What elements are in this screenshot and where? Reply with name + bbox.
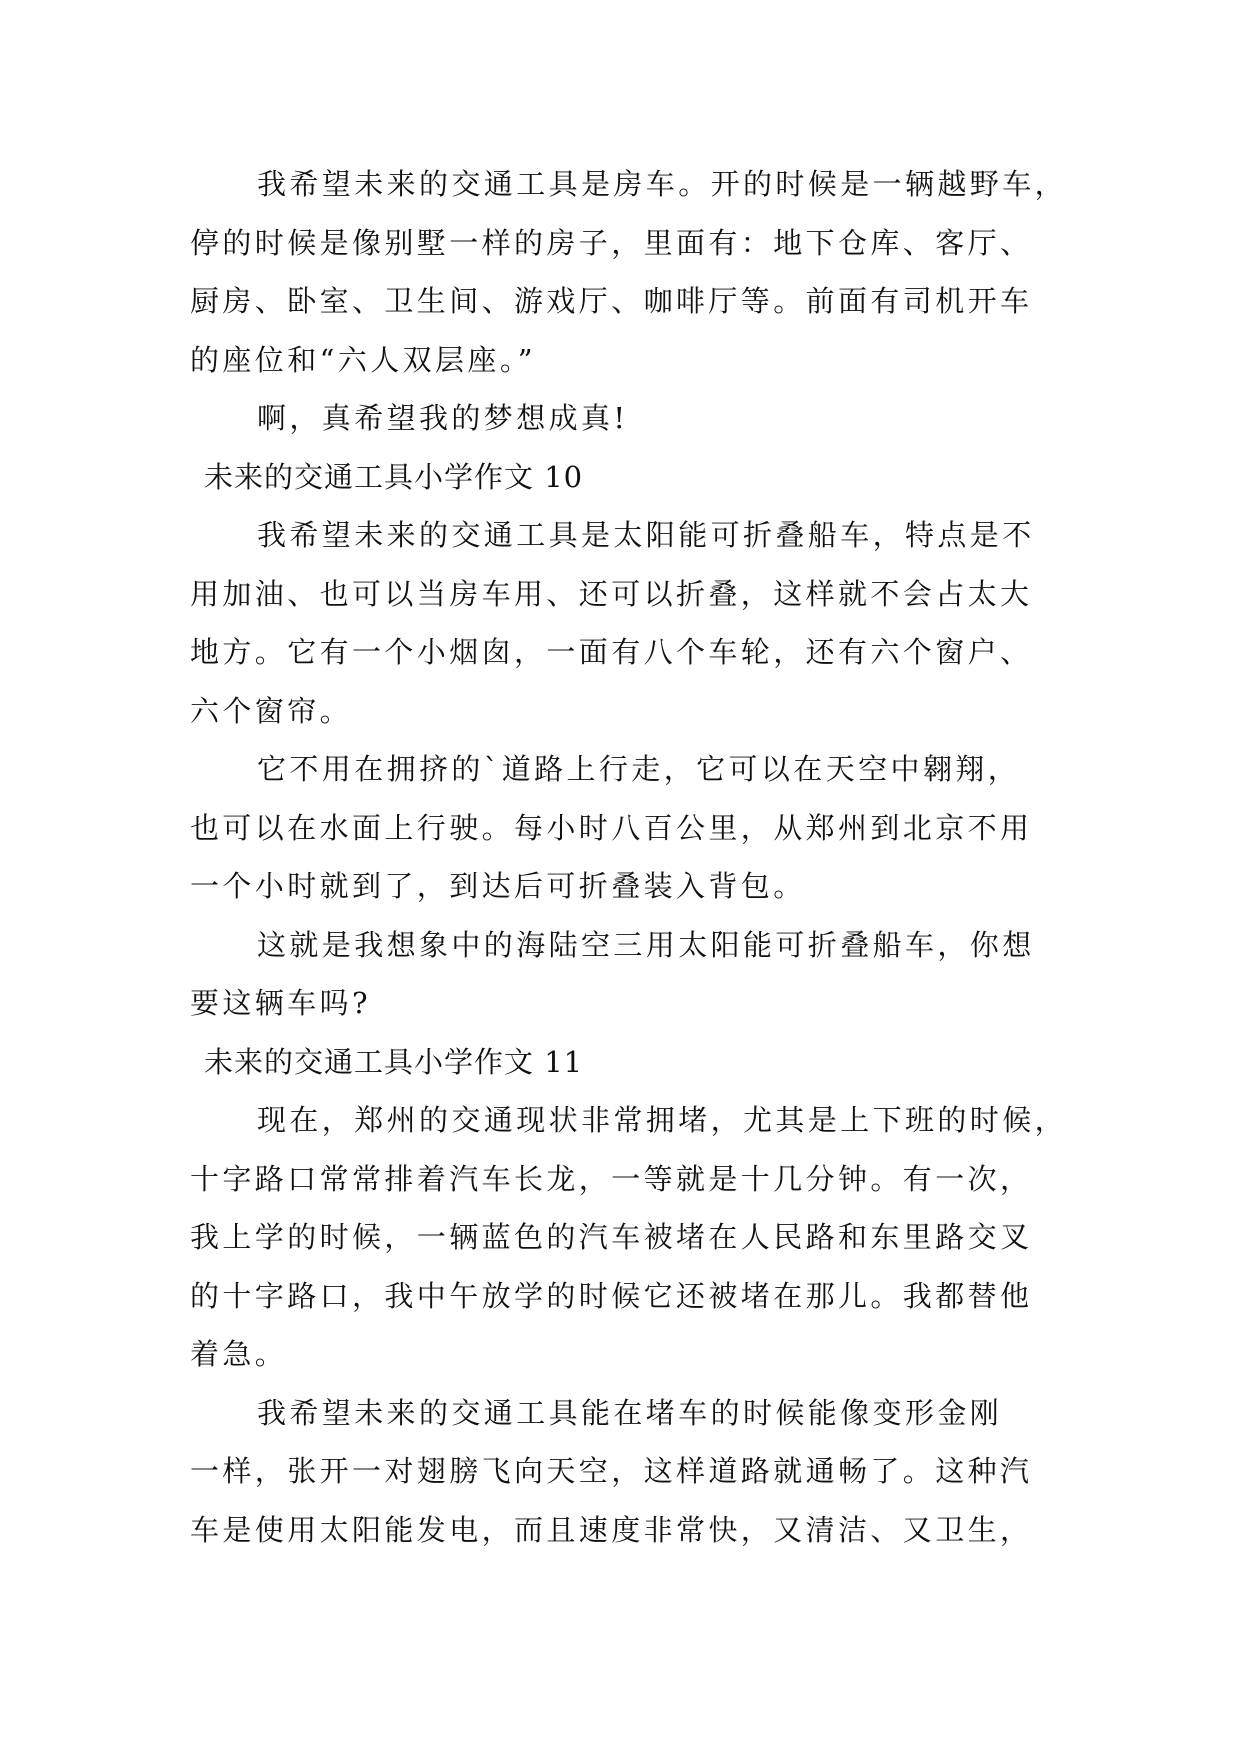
paragraph-rv-description: 我希望未来的交通工具是房车。开的时候是一辆越野车， 停的时候是像别墅一样的房子，里面有：地下仓库、客厅、 厨房、卧室、卫生间、游戏厅、咖啡厅等。前面有司机开车 的座位和“六人双层座。” (190, 167, 1068, 377)
paragraph-flying-sailing: 它不用在拥挤的`道路上行走，它可以在天空中翱翔， 也可以在水面上行驶。每小时八百公里，从郑州到北京不用 一个小时就到了，到达后可折叠装入背包。 (190, 752, 1033, 903)
paragraph-solar-boat-car: 我希望未来的交通工具是太阳能可折叠船车，特点是不 用加油、也可以当房车用、还可以折叠，这样就不会占太大 地方。它有一个小烟囱，一面有八个车轮，还有六个窗户、 六个窗帘。 (190, 518, 1035, 728)
document-body (190, 155, 1090, 1559)
paragraph-transformer-car: 我希望未来的交通工具能在堵车的时候能像变形金刚 一样，张开一对翅膀飞向天空，这样道路就通畅了。这种汽 车是使用太阳能发电，而且速度非常快，又清洁、又卫生， (190, 1395, 1033, 1547)
paragraph-dream-exclamation: 啊，真希望我的梦想成真! (257, 401, 629, 435)
paragraph-traffic-jam: 现在，郑州的交通现状非常拥堵，尤其是上下班的时候， 十字路口常常排着汽车长龙，一等就是十几分钟。有一次， 我上学的时候，一辆蓝色的汽车被堵在人民路和东里路交叉 的十字路口，我中午放学的时候它还被堵在那儿。我都替他 着急。 (190, 1103, 1068, 1371)
paragraph-question: 这就是我想象中的海陆空三用太阳能可折叠船车，你想 要这辆车吗? (190, 927, 1035, 1020)
essay-title-11: 未来的交通工具小学作文 11 (204, 1044, 584, 1079)
essay-title-10: 未来的交通工具小学作文 10 (204, 459, 584, 494)
